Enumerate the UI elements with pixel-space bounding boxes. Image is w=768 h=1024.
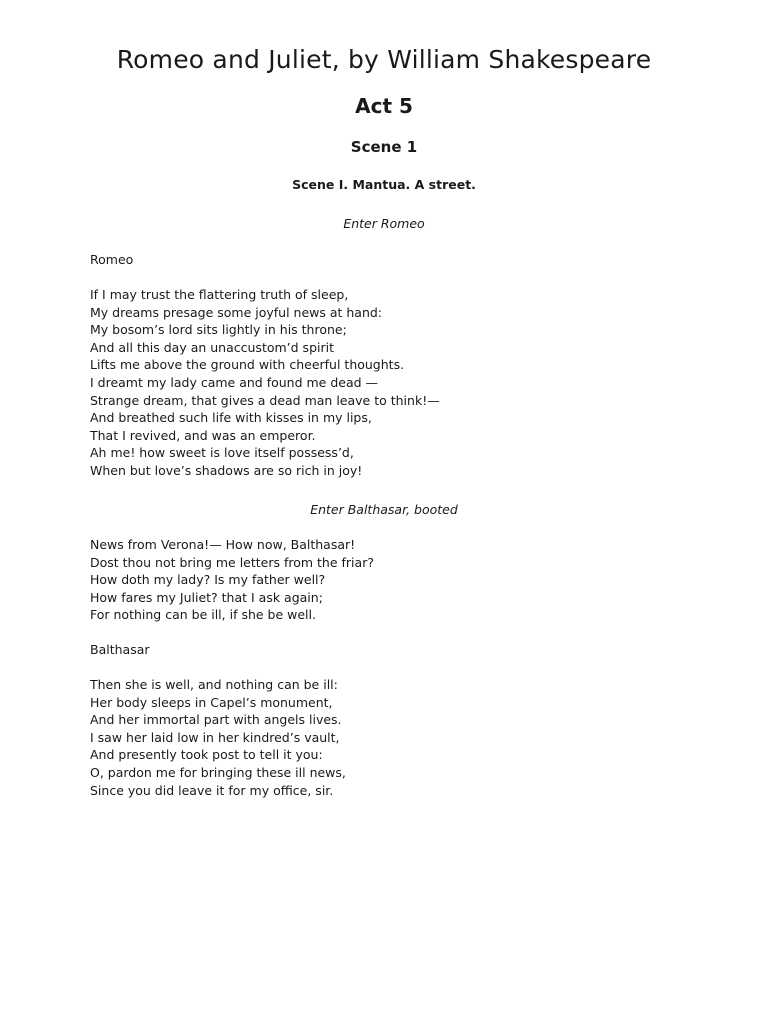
scene-description: Scene I. Mantua. A street. — [292, 177, 476, 192]
scene-heading: Scene 1 — [350, 138, 418, 156]
speaker-balthasar: Balthasar — [90, 642, 150, 657]
speech-romeo-1 — [90, 286, 690, 480]
verse-line: How fares my Juliet? that I ask again; — [90, 589, 323, 605]
speaker-romeo: Romeo — [90, 252, 134, 267]
verse-line: Ah me! how sweet is love itself possess’d, — [90, 445, 354, 461]
verse-line: And all this day an unaccustom’d spirit — [90, 339, 334, 355]
speech-romeo-2 — [90, 536, 690, 624]
verse-line: For nothing can be ill, if she be well. — [90, 607, 316, 623]
stage-direction-enter-romeo: Enter Romeo — [343, 216, 425, 231]
verse-line: I dreamt my lady came and found me dead — — [90, 374, 379, 390]
verse-line: News from Verona!— How now, Balthasar! — [90, 537, 356, 552]
verse-line: Then she is well, and nothing can be ill: — [90, 677, 338, 692]
verse-line: How doth my lady? Is my father well? — [90, 572, 326, 588]
verse-line: Strange dream, that gives a dead man leave to think!— — [90, 392, 440, 408]
verse-line: When but love’s shadows are so rich in joy! — [90, 462, 363, 478]
verse-line: Lifts me above the ground with cheerful thoughts. — [90, 357, 405, 373]
document-title: Romeo and Juliet, by William Shakespeare — [116, 45, 652, 74]
stage-direction-enter-balthasar: Enter Balthasar, booted — [310, 502, 458, 517]
verse-line: Dost thou not bring me letters from the friar? — [90, 554, 374, 570]
verse-line: And presently took post to tell it you: — [90, 747, 323, 763]
act-heading: Act 5 — [355, 94, 413, 118]
verse-line: And breathed such life with kisses in my lips, — [90, 410, 372, 426]
verse-line: O, pardon me for bringing these ill news, — [90, 764, 346, 780]
verse-line: My bosom’s lord sits lightly in his throne; — [90, 322, 347, 338]
verse-line: That I revived, and was an emperor. — [90, 427, 316, 443]
verse-line: Her body sleeps in Capel’s monument, — [90, 694, 333, 710]
speech-balthasar-1 — [90, 676, 690, 799]
verse-line: I saw her laid low in her kindred’s vault, — [90, 729, 340, 745]
verse-line: And her immortal part with angels lives. — [90, 712, 342, 728]
verse-line: Since you did leave it for my office, sir. — [90, 782, 334, 798]
verse-line: If I may trust the flattering truth of sleep, — [90, 287, 349, 302]
verse-line: My dreams presage some joyful news at hand: — [90, 304, 383, 320]
